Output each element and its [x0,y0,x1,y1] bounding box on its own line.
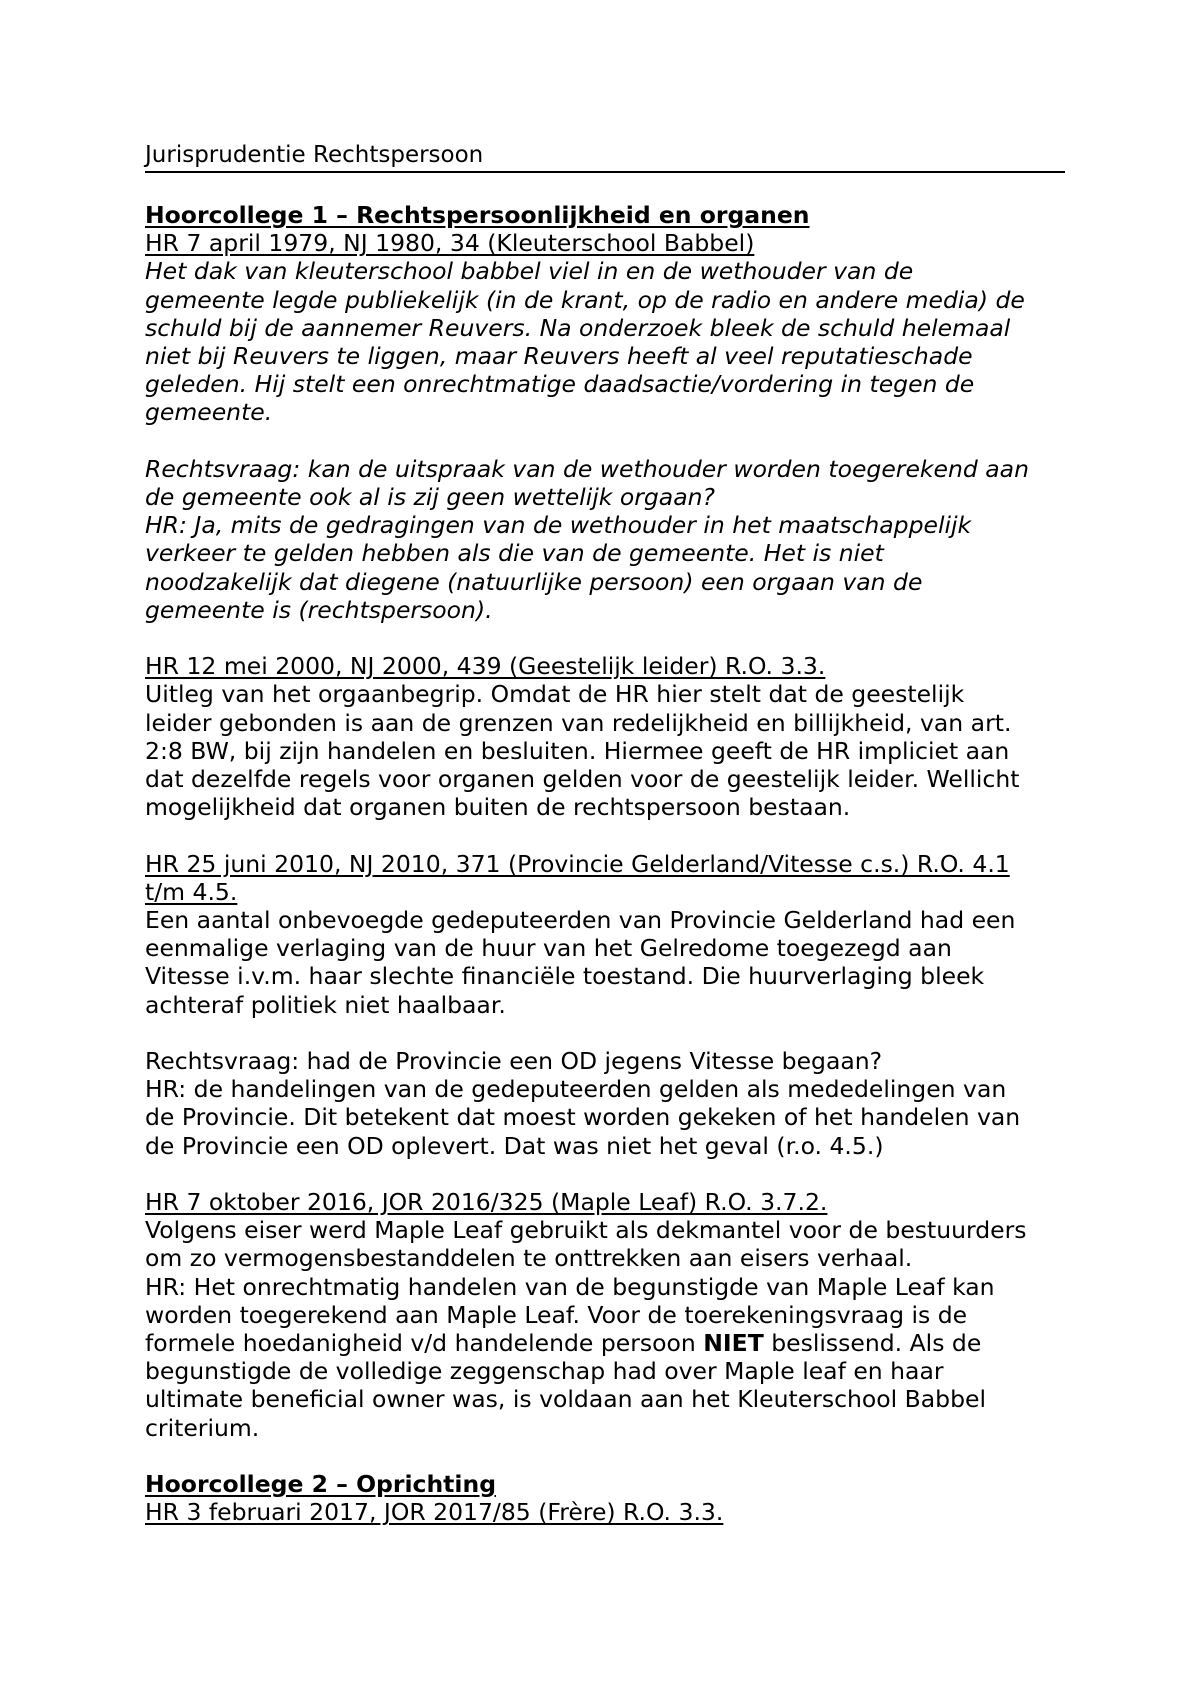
case-frere-title: HR 3 februari 2017, JOR 2017/85 (Frère) R.O. 3.3. [145,1498,724,1527]
text-line: Uitleg van het orgaanbegrip. Omdat de HR hier stelt dat de geestelijk [145,680,965,709]
text-fragment: formele hoedanigheid v/d handelende persoon [145,1329,704,1358]
text-line: Een aantal onbevoegde gedeputeerden van Provincie Gelderland had een [145,906,1016,935]
paragraph-spacer [145,1160,1065,1188]
text-line: begunstigde de volledige zeggenschap had over Maple leaf en haar [145,1357,944,1386]
case-geestelijk-leider-title: HR 12 mei 2000, NJ 2000, 439 (Geestelijk leider) R.O. 3.3. [145,652,826,681]
lecture-1-heading: Hoorcollege 1 – Rechtspersoonlijkheid en organen [145,201,810,229]
case-title-line: HR 25 juni 2010, NJ 2010, 371 (Provincie Gelderland/Vitesse c.s.) R.O. 4.1 [145,849,1010,878]
text-line: schuld bij de aannemer Reuvers. Na onderzoek bleek de schuld helemaal [145,313,1011,342]
text-line: gemeente. [145,398,273,427]
text-line: Volgens eiser werd Maple Leaf gebruikt als dekmantel voor de bestuurders [145,1216,1027,1245]
case-kleuterschool-babbel-ruling [145,455,1065,624]
text-line: criterium. [145,1413,260,1442]
text-line: Vitesse i.v.m. haar slechte financiële toestand. Die huurverlaging bleek [145,962,985,991]
case-vitesse-ruling [145,1047,1065,1160]
case-vitesse-facts [145,906,1065,1019]
paragraph-spacer [145,1019,1065,1047]
text-line: eenmalige verlaging van de huur van het Gelredome toegezegd aan [145,934,952,963]
text-line: Het dak van kleuterschool babbel viel in en de wethouder van de [145,257,914,286]
text-line-with-emphasis [145,1329,1065,1357]
paragraph-spacer [145,427,1065,455]
text-fragment: beslissend. Als de [763,1329,982,1358]
emphasis-niet: NIET [703,1329,764,1358]
case-vitesse-title [145,850,1065,906]
text-line: verkeer te gelden hebben als die van de gemeente. Het is niet [145,539,884,568]
text-line: dat dezelfde regels voor organen gelden voor de geestelijk leider. Wellicht [145,765,1020,794]
text-line: om zo vermogensbestanddelen te onttrekken aan eisers verhaal. [145,1244,913,1273]
text-line: geleden. Hij stelt een onrechtmatige daadsactie/vordering in tegen de [145,370,975,399]
document-page [145,140,1065,1526]
text-line: achteraf politiek niet haalbaar. [145,990,506,1019]
text-line: HR: Het onrechtmatig handelen van de begunstigde van Maple Leaf kan [145,1272,995,1301]
document-header: Jurisprudentie Rechtspersoon [145,140,1065,173]
case-title-line: t/m 4.5. [145,877,238,906]
paragraph-spacer [145,821,1065,849]
case-maple-leaf-body [145,1216,1065,1442]
text-line: HR: de handelingen van de gedeputeerden gelden als mededelingen van [145,1075,1007,1104]
text-line: gemeente legde publiekelijk (in de krant, op de radio en andere media) de [145,285,1025,314]
text-line: leider gebonden is aan de grenzen van redelijkheid en billijkheid, van art. [145,708,1012,737]
text-line: HR: Ja, mits de gedragingen van de wethouder in het maatschappelijk [145,511,972,540]
text-line: Rechtsvraag: had de Provincie een OD jegens Vitesse begaan? [145,1047,883,1076]
text-line: mogelijkheid dat organen buiten de rechtspersoon bestaan. [145,793,851,822]
text-line: ultimate beneficial owner was, is voldaan aan het Kleuterschool Babbel [145,1385,986,1414]
text-line: Rechtsvraag: kan de uitspraak van de wethouder worden toegerekend aan [145,454,1029,483]
paragraph-spacer [145,1442,1065,1470]
case-maple-leaf-title: HR 7 oktober 2016, JOR 2016/325 (Maple Leaf) R.O. 3.7.2. [145,1188,828,1217]
text-line: 2:8 BW, bij zijn handelen en besluiten. Hiermee geeft de HR impliciet aan [145,736,1010,765]
text-line: worden toegerekend aan Maple Leaf. Voor de toerekeningsvraag is de [145,1300,968,1329]
text-line: gemeente is (rechtspersoon). [145,595,493,624]
text-line: niet bij Reuvers te liggen, maar Reuvers heeft al veel reputatieschade [145,342,973,371]
text-line: de Provincie een OD oplevert. Dat was niet het geval (r.o. 4.5.) [145,1131,884,1160]
case-geestelijk-leider-body [145,680,1065,821]
text-line: de Provincie. Dit betekent dat moest worden gekeken of het handelen van [145,1103,1021,1132]
paragraph-spacer [145,624,1065,652]
text-line: de gemeente ook al is zij geen wettelijk orgaan? [145,483,715,512]
lecture-2-heading: Hoorcollege 2 – Oprichting [145,1470,497,1499]
text-line: noodzakelijk dat diegene (natuurlijke persoon) een orgaan van de [145,567,923,596]
case-kleuterschool-babbel-facts [145,257,1065,426]
case-kleuterschool-babbel-title: HR 7 april 1979, NJ 1980, 34 (Kleuterschool Babbel) [145,229,755,258]
